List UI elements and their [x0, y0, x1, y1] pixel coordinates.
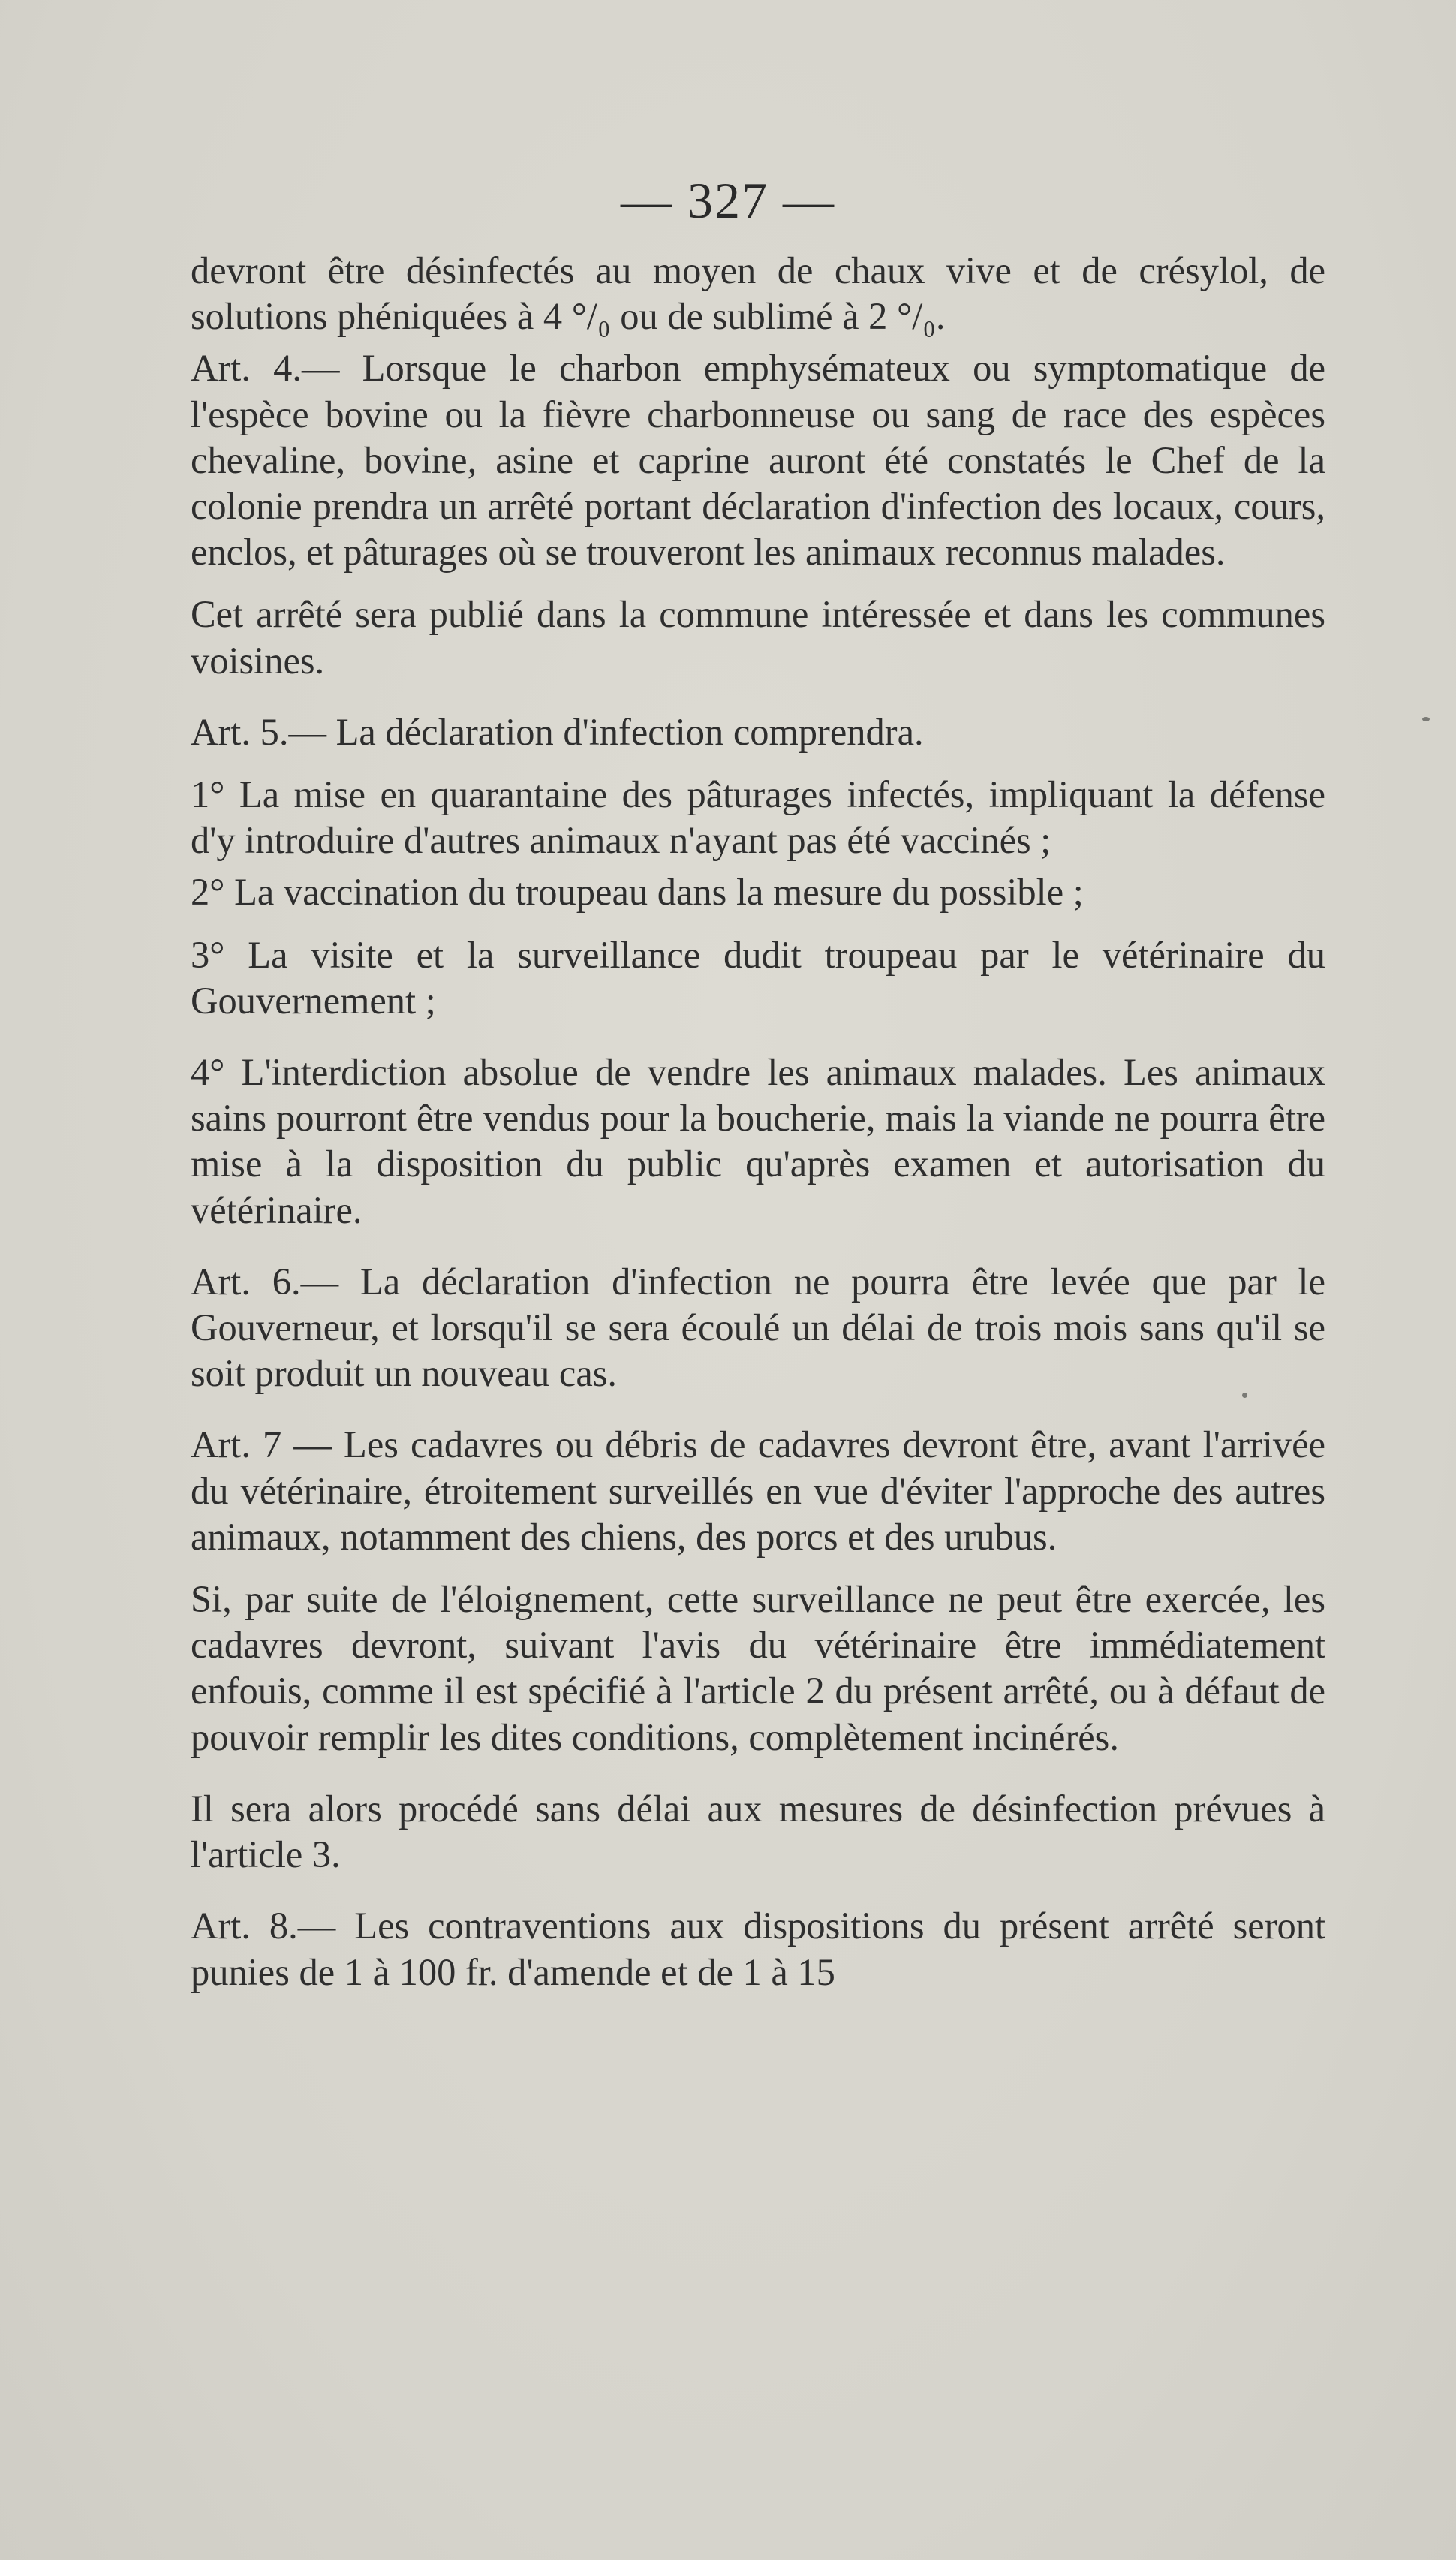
- print-speck: [1242, 1393, 1247, 1398]
- paragraph-remoteness: Si, par suite de l'éloignement, cette surveillance ne peut être exercée, les cadavres devront, suivant l'avis du vétérinaire être immédiatement enfouis, comme il est spécifié à l'article 2 du présent arrêté, ou à défaut de pouvoir remplir les dites conditions, complètement incinérés.: [191, 1578, 1325, 1758]
- paragraph-item-4: 4° L'interdiction absolue de vendre les animaux malades. Les animaux sains pourront être vendus pour la boucherie, mais la viande ne pourra être mise à la disposition du public qu'après examen et autorisation du vétérinaire.: [191, 1051, 1325, 1231]
- paragraph-article-7: Art. 7 — Les cadavres ou débris de cadavres devront être, avant l'arrivée du vétérinaire, étroitement surveillés en vue d'éviter l'approche des autres animaux, notamment des chiens, des porcs et des urubus.: [191, 1423, 1325, 1558]
- paragraph-continuation: devront être désinfectés au moyen de chaux vive et de crésylol, de solutions phéniquées à 4 °/₀ ou de sublimé à 2 °/₀.: [191, 249, 1325, 338]
- page-body: [191, 248, 1325, 1995]
- page-number: — 327 —: [621, 172, 835, 229]
- paragraph-item-2: 2° La vaccination du troupeau dans la mesure du possible ;: [191, 871, 1084, 914]
- paragraph-item-1: 1° La mise en quarantaine des pâturages infectés, impliquant la défense d'y introduire d'autres animaux n'ayant pas été vaccinés ;: [191, 773, 1325, 862]
- paragraph-item-3: 3° La visite et la surveillance dudit troupeau par le vétérinaire du Gouvernement ;: [191, 933, 1325, 1022]
- paragraph-publication: Cet arrêté sera publié dans la commune intéressée et dans les communes voisines.: [191, 593, 1325, 682]
- paragraph-article-8: Art. 8.— Les contraventions aux dispositions du présent arrêté seront punies de 1 à 100 fr. d'amende et de 1 à 15: [191, 1905, 1325, 1993]
- paragraph-article-5: Art. 5.— La déclaration d'infection comprendra.: [191, 710, 924, 753]
- paragraph-article-4: Art. 4.— Lorsque le charbon emphysémateux ou symptomatique de l'espèce bovine ou la fièvre charbonneuse ou sang de race des espèces chevaline, bovine, asine et caprine auront été constatés le Chef de la colonie prendra un arrêté portant déclaration d'infection des locaux, cours, enclos, et pâturages où se trouveront les animaux reconnus malades.: [191, 347, 1325, 574]
- paragraph-article-6: Art. 6.— La déclaration d'infection ne pourra être levée que par le Gouverneur, et lorsqu'il se sera écoulé un délai de trois mois sans qu'il se soit produit un nouveau cas.: [191, 1260, 1325, 1395]
- paragraph-disinfection: Il sera alors procédé sans délai aux mesures de désinfection prévues à l'article 3.: [191, 1787, 1325, 1876]
- print-speck: [1422, 717, 1430, 721]
